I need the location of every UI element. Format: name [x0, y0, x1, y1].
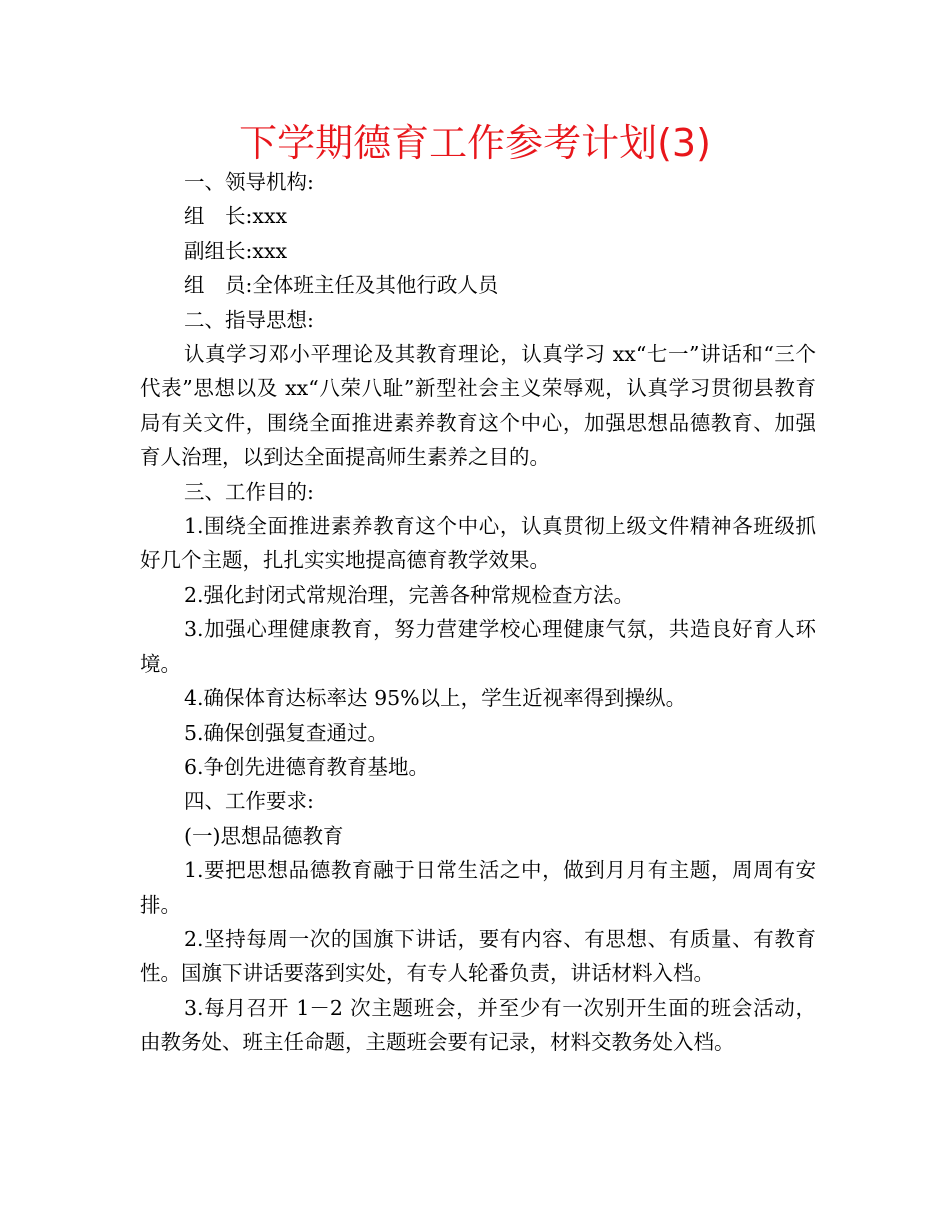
- requirement-item-1: 1.要把思想品德教育融于日常生活之中，做到月月有主题，周周有安排。: [140, 858, 816, 917]
- subsection-heading-moral-education: (一)思想品德教育: [184, 823, 344, 848]
- members-line: 组 员:全体班主任及其他行政人员: [184, 273, 499, 298]
- requirement-item-2: 2.坚持每周一次的国旗下讲话，要有内容、有思想、有质量、有教育性。国旗下讲话要落到实处，有专人轮番负责，讲话材料入档。: [140, 926, 816, 986]
- goal-item-2: 2.强化封闭式常规治理，完善各种常规检查方法。: [184, 582, 635, 607]
- section-heading-requirements: 四、工作要求:: [184, 789, 314, 814]
- goal-item-3: 3.加强心理健康教育，努力营建学校心理健康气氛，共造良好育人环境。: [140, 617, 816, 676]
- document-title: 下学期德育工作参考计划(3): [239, 121, 711, 165]
- section-heading-guiding-thought: 二、指导思想:: [184, 307, 314, 332]
- section-heading-leadership: 一、领导机构:: [184, 170, 314, 194]
- section-heading-goals: 三、工作目的:: [184, 479, 314, 504]
- goal-item-4: 4.确保体育达标率达 95%以上，学生近视率得到操纵。: [184, 686, 687, 711]
- requirement-item-3: 3.每月召开 1－2 次主题班会，并至少有一次别开生面的班会活动，由教务处、班主任命题，主题班会要有记录，材料交教务处入档。: [140, 995, 816, 1055]
- goal-item-1: 1.围绕全面推进素养教育这个中心，认真贯彻上级文件精神各班级抓好几个主题，扎扎实实地提高德育教学效果。: [140, 514, 816, 573]
- deputy-leader-line: 副组长:xxx: [184, 238, 288, 263]
- goal-item-5: 5.确保创强复查通过。: [184, 720, 389, 745]
- goal-item-6: 6.争创先进德育教育基地。: [184, 754, 430, 779]
- leader-line: 组 长:xxx: [184, 204, 288, 229]
- document-body: [140, 165, 816, 1060]
- guiding-thought-paragraph: 认真学习邓小平理论及其教育理论，认真学习 xx“七一”讲话和“三个代表”思想以及 xx“八荣八耻”新型社会主义荣辱观，认真学习贯彻县教育局有关文件，围绕全面推进素养教育这个中心，加强思想品德教育、加强育人治理，以到达全面提高师生素养之目的。: [140, 342, 816, 470]
